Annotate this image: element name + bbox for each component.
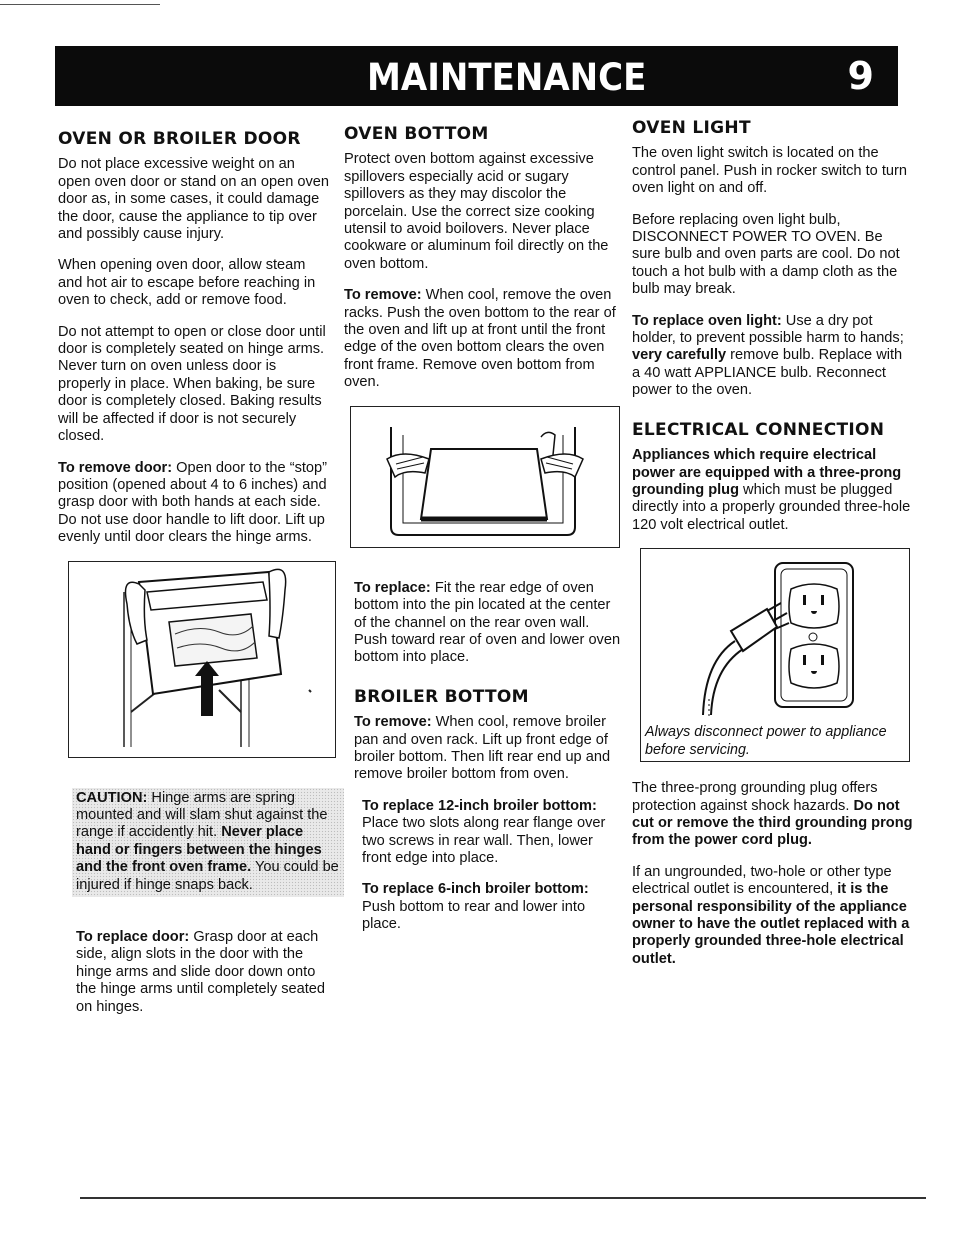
caution-text-end: You could be injured if hinge snaps back.: [76, 859, 339, 893]
paragraph-replace-12-inch: [362, 798, 622, 868]
text-replace-oven-bottom: Fit the rear edge of oven bottom into the pin located at the center of the channel on the rear oven wall. Push toward rear of oven and lower oven bottom into place.: [354, 579, 621, 666]
text-very-carefully: very carefully: [632, 347, 727, 364]
door-removal-illustration: [69, 562, 335, 757]
paragraph-light-switch: The oven light switch is located on the control panel. Push in rocker switch to turn oven light on and off.: [632, 145, 907, 197]
page-title: MAINTENANCE: [367, 56, 647, 99]
paragraph-replace-6-inch: [362, 881, 622, 933]
label-remove-oven-bottom: To remove:: [344, 287, 422, 304]
column-oven-door: [58, 129, 339, 1030]
heading-broiler-bottom: BROILER BOTTOM: [354, 686, 529, 707]
section-banner: [55, 46, 898, 106]
label-remove-door: To remove door:: [58, 459, 173, 476]
bottom-rule: [80, 1197, 926, 1199]
text-replace-6-inch: Push bottom to rear and lower into place.: [362, 898, 586, 933]
paragraph-replace-door: [76, 929, 330, 1016]
label-replace-oven-light: To replace oven light:: [632, 312, 782, 329]
paragraph-grounding-plug: [632, 447, 914, 534]
figure-caption: Always disconnect power to appliance before servicing.: [645, 724, 887, 759]
caution-box: [72, 788, 344, 897]
text-replace-oven-light-end: remove bulb. Replace with a 40 watt APPLIANCE bulb. Reconnect power to the oven.: [632, 347, 903, 399]
paragraph-protect-oven-bottom: Protect oven bottom against excessive spillovers especially acid or sugary spillovers as they may discolor the porcelain. Use the correct size cooking utensil to avoid boilovers. Never place cookware or aluminum foil directly on the oven bottom.: [344, 151, 609, 272]
heading-oven-broiler-door: OVEN OR BROILER DOOR: [58, 129, 301, 149]
oven-bottom-illustration: [351, 407, 619, 547]
label-replace-6-inch: To replace 6-inch broiler bottom:: [362, 881, 589, 898]
paragraph-disconnect-power: Before replacing oven light bulb, DISCONNECT POWER TO OVEN. Be sure bulb and oven parts are cool. Do not touch a hot bulb with a damp cloth as the bulb may break.: [632, 211, 900, 298]
paragraph-ungrounded-outlet: [632, 864, 914, 968]
text-grounding-plug-bold: Appliances which require electrical power are equipped with a three-prong grounding plug: [632, 447, 902, 498]
paragraph-replace-oven-bottom: [354, 580, 622, 667]
caution-label: CAUTION:: [76, 789, 148, 806]
text-replace-12-inch: Place two slots along rear flange over two screws in rear wall. Then, lower front edge into place.: [362, 815, 606, 866]
outlet-plug-illustration: [641, 549, 909, 719]
top-rule: [0, 4, 160, 5]
paragraph-remove-door: [58, 460, 330, 547]
text-replace-door: Grasp door at each side, align slots in the door with the hinge arms and slide door down onto the hinge arms until completely seated on hinges.: [76, 928, 326, 1015]
figure-outlet-plug: [640, 548, 910, 762]
column-oven-light: [632, 120, 914, 982]
caution-text: Hinge arms are spring mounted and will slam shut against the range if accidently hit.: [76, 789, 328, 841]
figure-oven-bottom: [350, 406, 620, 548]
paragraph-replace-oven-light: [632, 313, 914, 400]
column-oven-bottom: [344, 126, 622, 948]
paragraph-weight-warning: Do not place excessive weight on an open oven door or stand on an open oven door as, in some cases, it could damage the door, cause the appliance to tip over and possibly cause injury.: [58, 156, 330, 243]
heading-oven-light: OVEN LIGHT: [632, 118, 751, 138]
heading-oven-bottom: OVEN BOTTOM: [344, 124, 489, 144]
text-owner-responsibility: it is the personal responsibility of the appliance owner to have the outlet replaced with a properly grounded three-hole electrical outlet.: [632, 881, 910, 967]
heading-electrical-connection: ELECTRICAL CONNECTION: [632, 419, 885, 440]
page-number: 9: [847, 54, 874, 98]
paragraph-steam-warning: When opening oven door, allow steam and hot air to escape before reaching in oven to check, add or remove food.: [58, 257, 316, 309]
caution-bold-text: Never place hand or fingers between the hinges and the front oven frame.: [76, 824, 322, 876]
paragraph-remove-broiler-bottom: [354, 714, 622, 784]
text-remove-oven-bottom: When cool, remove the oven racks. Push the oven bottom to the rear of the oven and lift up at front until the front edge of the oven bottom clears the oven front frame. Remove oven bottom from oven.: [344, 287, 616, 391]
text-remove-door: Open door to the “stop” position (opened about 4 to 6 inches) and grasp door with both hands at each side. Do not use door handle to lift door. Lift up evenly until door clears the hinge arms.: [58, 459, 328, 546]
paragraph-shock-protection: [632, 780, 914, 850]
paragraph-remove-oven-bottom: [344, 287, 622, 391]
text-ungrounded-outlet: If an ungrounded, two-hole or other type electrical outlet is encountered,: [632, 863, 892, 898]
text-do-not-cut-prong: Do not cut or remove the third grounding prong from the power cord plug.: [632, 797, 913, 849]
text-grounding-plug: which must be plugged directly into a properly grounded three-hole 120 volt electrical outlet.: [632, 481, 911, 533]
text-replace-oven-light: Use a dry pot holder, to prevent possible harm to hands;: [632, 312, 904, 347]
text-shock-protection: The three-prong grounding plug offers protection against shock hazards.: [632, 780, 878, 814]
label-replace-oven-bottom: To replace:: [354, 579, 431, 596]
figure-door-removal: [68, 561, 336, 758]
label-replace-door: To replace door:: [76, 928, 190, 945]
label-replace-12-inch: To replace 12-inch broiler bottom:: [362, 797, 597, 814]
text-remove-broiler-bottom: When cool, remove broiler pan and oven rack. Lift up front edge of broiler bottom. Then lift rear end up and remove broiler bottom from oven.: [354, 714, 611, 783]
label-remove-broiler-bottom: To remove:: [354, 714, 432, 731]
paragraph-door-seating: Do not attempt to open or close door until door is completely seated on hinge arms. Never turn on oven unless door is properly in place. When baking, be sure door is completely closed. Baking results will be affected if door is not securely closed.: [58, 323, 326, 445]
